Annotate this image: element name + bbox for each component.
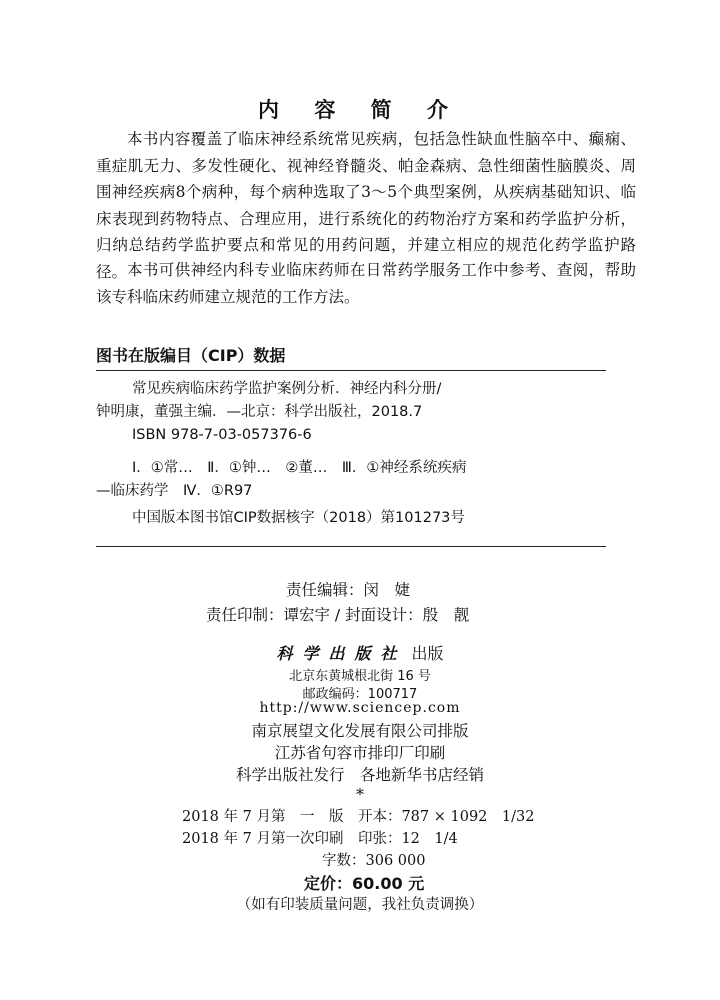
typesetting-credit: 南京展望文化发展有限公司排版 bbox=[251, 722, 469, 740]
intro-paragraph-1: 本书内容覆盖了临床神经系统常见疾病，包括急性缺血性脑卒中、癫痫、重症肌无力、多发性硬化、视神经脊髓炎、帕金森病、急性细菌性脑膜炎、周围神经疾病8个病种，每个病种选取了3～5个典型案例，从疾病基础知识、临床表现到药物特点、合理应用，进行系统化的药物治疗方案和药学监护分析，归纳总结药学监护要点和常见的用药问题，并建立相应的规范化药学监护路径。 bbox=[96, 130, 636, 281]
printing-line: 2018 年 7 月第一次印刷 印张：12 1/4 bbox=[182, 831, 458, 847]
cip-title-line: 常见疾病临床药学监护案例分析．神经内科分册/ bbox=[132, 381, 442, 397]
cip-author-line: 钟明康，董强主编．—北京：科学出版社，2018.7 bbox=[96, 404, 423, 420]
cip-top-rule bbox=[96, 370, 606, 371]
cip-bottom-rule bbox=[96, 546, 606, 547]
publisher-postcode: 邮政编码：100717 bbox=[302, 687, 418, 702]
publisher-name: 科学出版社 bbox=[276, 644, 407, 663]
publisher-website: http://www.sciencep.com bbox=[259, 700, 461, 716]
cip-record-number: 中国版本图书馆CIP数据核字（2018）第101273号 bbox=[132, 510, 465, 526]
word-count: 字数：306 000 bbox=[322, 853, 426, 869]
price-label: 定价： bbox=[304, 874, 353, 893]
edition-line: 2018 年 7 月第 一 版 开本：787 × 1092 1/32 bbox=[182, 809, 535, 825]
cip-heading: 图书在版编目（CIP）数据 bbox=[96, 346, 286, 365]
cip-isbn: ISBN 978-7-03-057376-6 bbox=[132, 427, 312, 443]
intro-heading: 内 容 简 介 bbox=[258, 98, 462, 122]
distribution-credit: 科学出版社发行 各地新华书店经销 bbox=[235, 766, 484, 784]
printer-credit: 江苏省句容市排印厂印刷 bbox=[274, 744, 446, 762]
publisher-name-suffix: 出版 bbox=[411, 644, 444, 663]
price-line bbox=[304, 871, 424, 894]
publisher-address: 北京东黄城根北街 16 号 bbox=[289, 669, 431, 684]
price-value: 60.00 元 bbox=[352, 874, 425, 893]
publisher-line bbox=[0, 641, 720, 664]
quality-notice: （如有印装质量问题，我社负责调换） bbox=[236, 897, 484, 913]
printing-and-cover-design: 责任印制：谭宏宇 / 封面设计：殷 靓 bbox=[206, 606, 470, 624]
intro-paragraph-2: 本书可供神经内科专业临床药师在日常药学服务工作中参考、查阅，帮助该专科临床药师建立规范的工作方法。 bbox=[96, 261, 636, 306]
responsible-editor: 责任编辑：闵 婕 bbox=[286, 581, 411, 599]
cip-classification-1: Ⅰ．①常… Ⅱ．①钟… ②董… Ⅲ．①神经系统疾病 bbox=[132, 460, 467, 476]
separator-asterisk: * bbox=[356, 785, 364, 804]
cip-block bbox=[96, 378, 616, 530]
cip-classification-2: —临床药学 Ⅳ．①R97 bbox=[96, 483, 253, 499]
